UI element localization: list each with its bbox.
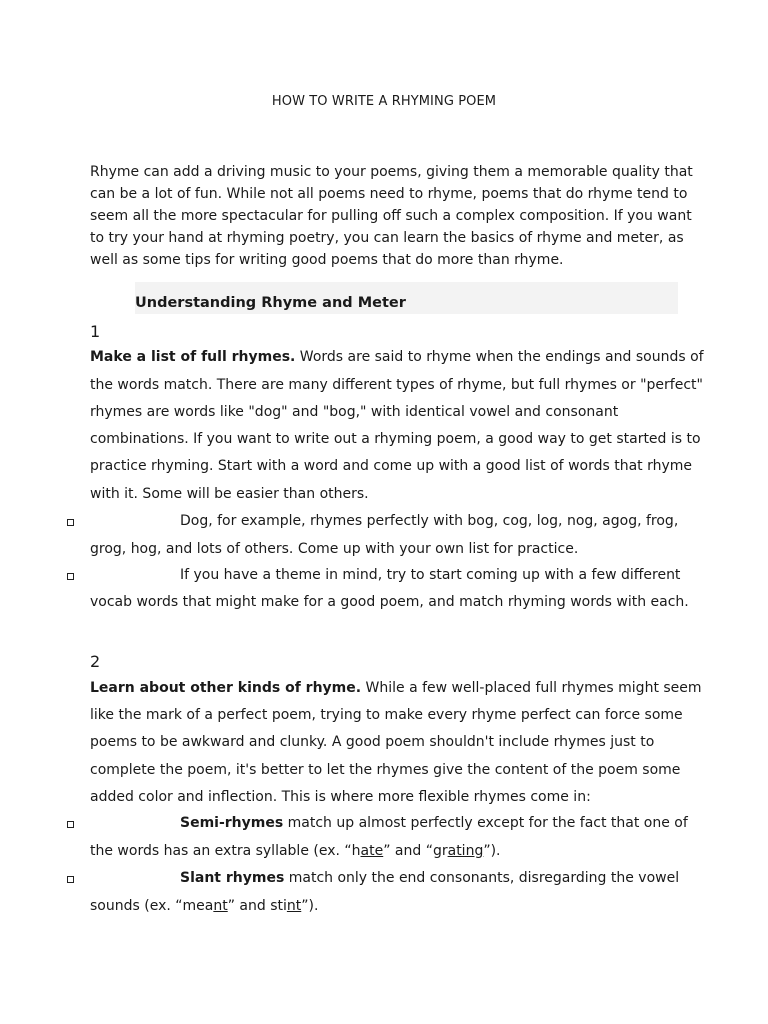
example-text: sounds (ex. “mea: [90, 898, 214, 914]
bullet-line: grog, hog, and lots of others. Come up with your own list for practice.: [90, 541, 579, 557]
intro-paragraph: [90, 161, 693, 271]
bullet-box-icon: [67, 876, 74, 883]
bullet-line: vocab words that might make for a good poem, and match rhyming words with each.: [90, 594, 689, 610]
step-1-line: combinations. If you want to write out a rhyming poem, a good way to get started is to: [90, 431, 701, 447]
step-2-line: added color and inflection. This is where more flexible rhymes come in:: [90, 789, 591, 805]
step-number: 1: [90, 322, 101, 341]
semi-rhymes-example: [90, 843, 501, 859]
underlined-syllable: nt: [286, 898, 302, 914]
bullet-line: Dog, for example, rhymes perfectly with bog, cog, log, nog, agog, frog,: [180, 513, 679, 529]
intro-line: Rhyme can add a driving music to your poems, giving them a memorable quality that: [90, 164, 693, 180]
example-text: the words has an extra syllable (ex. “h: [90, 843, 361, 859]
semi-rhymes-text: match up almost perfectly except for the fact that one of: [283, 815, 688, 831]
bullet-box-icon: [67, 519, 74, 526]
slant-rhymes-line: [180, 870, 679, 886]
example-text: ”).: [301, 898, 319, 914]
step-2-line: complete the poem, it's better to let the rhymes give the content of the poem some: [90, 762, 681, 778]
step-2-line: [90, 680, 702, 696]
intro-line: to try your hand at rhyming poetry, you can learn the basics of rhyme and meter, as: [90, 230, 684, 246]
step-1-line: practice rhyming. Start with a word and come up with a good list of words that rhyme: [90, 458, 693, 474]
example-text: ” and “gr: [383, 843, 448, 859]
step-1-line: [90, 349, 704, 365]
step-1-line: with it. Some will be easier than others.: [90, 486, 369, 502]
step-1-line: the words match. There are many different types of rhyme, but full rhymes or "perfect": [90, 377, 703, 393]
slant-rhymes-example: [90, 898, 318, 914]
document-title: HOW TO WRITE A RHYMING POEM: [271, 94, 497, 109]
slant-rhymes-text: match only the end consonants, disregarding the vowel: [284, 870, 680, 886]
semi-rhymes-term: Semi-rhymes: [180, 815, 284, 831]
semi-rhymes-line: [180, 815, 688, 831]
step-2-line: like the mark of a perfect poem, trying to make every rhyme perfect can force some: [90, 707, 683, 723]
intro-line: can be a lot of fun. While not all poems need to rhyme, poems that do rhyme tend to: [90, 186, 688, 202]
bullet-line: If you have a theme in mind, try to start coming up with a few different: [180, 567, 681, 583]
example-text: ” and sti: [227, 898, 287, 914]
intro-line: seem all the more spectacular for pulling off such a complex composition. If you want: [90, 208, 692, 224]
underlined-syllable: ate: [360, 843, 384, 859]
bullet-box-icon: [67, 821, 74, 828]
step-number: 2: [90, 652, 101, 671]
example-text: ”).: [483, 843, 501, 859]
underlined-syllable: ating: [447, 843, 484, 859]
underlined-syllable: nt: [213, 898, 228, 914]
bullet-box-icon: [67, 573, 74, 580]
step-2-line: poems to be awkward and clunky. A good poem shouldn't include rhymes just to: [90, 734, 655, 750]
step-1-lead: Make a list of full rhymes.: [90, 349, 296, 365]
step-1-text: Words are said to rhyme when the endings and sounds of: [295, 349, 704, 365]
step-1-line: rhymes are words like "dog" and "bog," with identical vowel and consonant: [90, 404, 619, 420]
slant-rhymes-term: Slant rhymes: [180, 870, 285, 886]
section-heading: Understanding Rhyme and Meter: [135, 295, 406, 311]
step-2-text: While a few well-placed full rhymes might seem: [361, 680, 702, 696]
step-2-lead: Learn about other kinds of rhyme.: [90, 680, 362, 696]
intro-line: well as some tips for writing good poems that do more than rhyme.: [90, 252, 564, 268]
